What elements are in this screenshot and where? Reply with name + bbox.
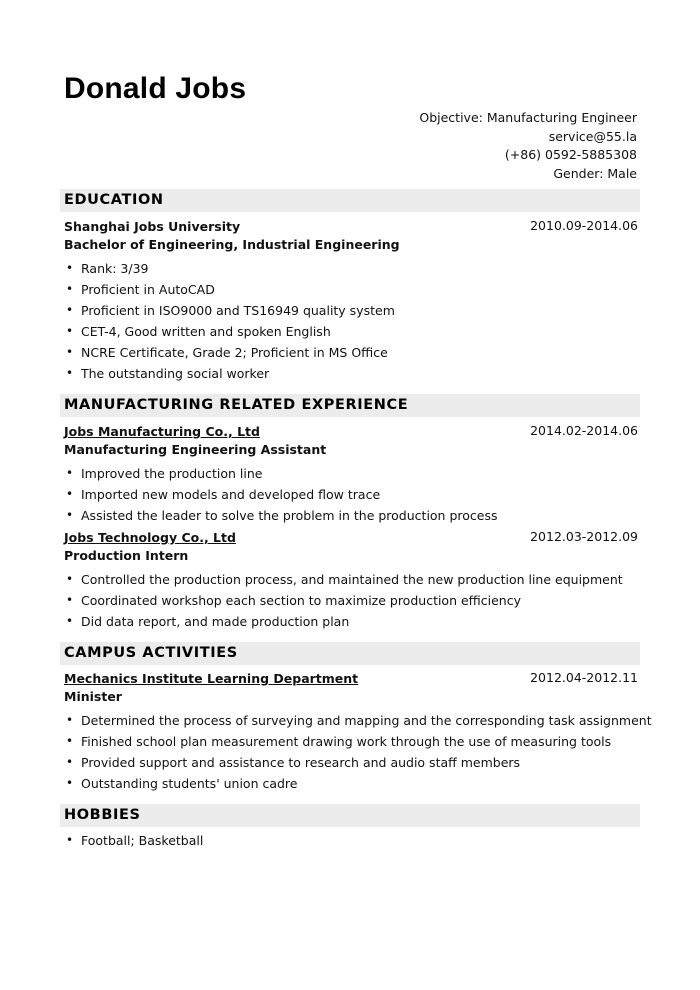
- candidate-name: Donald Jobs: [64, 72, 247, 105]
- list-item: • Controlled the production process, and maintained the new production line equipment: [64, 569, 638, 590]
- job-title: Production Intern: [64, 548, 189, 563]
- list-item: • Assisted the leader to solve the problem in the production process: [64, 505, 638, 526]
- list-item: • Proficient in AutoCAD: [64, 279, 638, 300]
- list-item: • Finished school plan measurement drawing work through the use of measuring tools: [64, 731, 638, 752]
- job-title: Manufacturing Engineering Assistant: [64, 442, 327, 457]
- section-hobbies-header: HOBBIES: [60, 804, 640, 827]
- position-title: Minister: [64, 689, 122, 704]
- list-item: • Did data report, and made production plan: [64, 611, 638, 632]
- campus-entry: [64, 668, 652, 794]
- section-education-header: EDUCATION: [60, 189, 640, 212]
- bullet-list: [64, 710, 652, 794]
- section-experience-header: MANUFACTURING RELATED EXPERIENCE: [60, 394, 640, 417]
- entry-date: 2012.03-2012.09: [530, 529, 638, 544]
- organization-link[interactable]: Mechanics Institute Learning Department: [64, 671, 359, 686]
- email-text: service@55.la: [548, 128, 637, 144]
- hobbies-entry: [64, 826, 638, 851]
- entry-date: 2014.02-2014.06: [530, 423, 638, 438]
- list-item: • NCRE Certificate, Grade 2; Proficient in MS Office: [64, 342, 638, 363]
- bullet-list: [64, 463, 638, 526]
- list-item: • The outstanding social worker: [64, 363, 638, 384]
- list-item: • Determined the process of surveying and mapping and the corresponding task assignment: [64, 710, 638, 731]
- bullet-list: [64, 258, 638, 384]
- bullet-list: [64, 569, 638, 632]
- company-link[interactable]: Jobs Technology Co., Ltd: [64, 530, 236, 545]
- entry-date: 2010.09-2014.06: [530, 218, 638, 233]
- list-item: • Coordinated workshop each section to maximize production efficiency: [64, 590, 638, 611]
- section-campus-header: CAMPUS ACTIVITIES: [60, 642, 640, 665]
- education-entry: [64, 216, 638, 384]
- experience-entry: [64, 421, 638, 526]
- list-item: • Improved the production line: [64, 463, 638, 484]
- list-item: • Proficient in ISO9000 and TS16949 quality system: [64, 300, 638, 321]
- list-item: • Outstanding students' union cadre: [64, 773, 638, 794]
- company-link[interactable]: Jobs Manufacturing Co., Ltd: [64, 424, 260, 439]
- gender-text: Gender: Male: [553, 165, 637, 181]
- bullet-list: [64, 830, 638, 851]
- list-item: • Rank: 3/39: [64, 258, 638, 279]
- list-item: • Imported new models and developed flow trace: [64, 484, 638, 505]
- experience-entry: [64, 527, 638, 632]
- objective-text: Objective: Manufacturing Engineer: [419, 110, 637, 125]
- entry-date: 2012.04-2012.11: [530, 670, 638, 685]
- contact-block: [419, 109, 637, 183]
- list-item: • CET-4, Good written and spoken English: [64, 321, 638, 342]
- list-item: • Football; Basketball: [64, 830, 638, 851]
- list-item: • Provided support and assistance to research and audio staff members: [64, 752, 638, 773]
- degree-text: Bachelor of Engineering, Industrial Engineering: [64, 237, 400, 252]
- phone-text: (+86) 0592-5885308: [504, 147, 637, 162]
- school-name: Shanghai Jobs University: [64, 219, 241, 234]
